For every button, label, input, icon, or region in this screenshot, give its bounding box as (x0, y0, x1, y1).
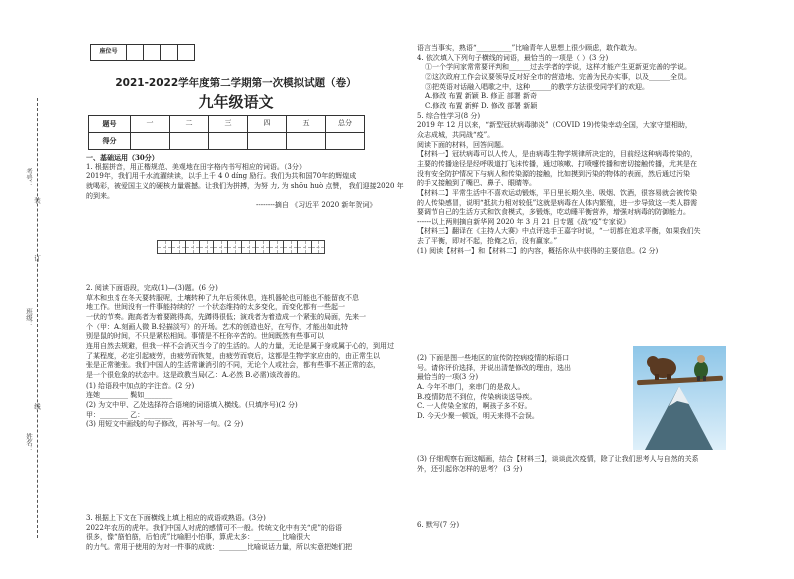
painting-question (417, 455, 794, 474)
passage-line: 阅读下面的材料，回答问题。 (417, 140, 508, 149)
passage-line: 是一个很危象的状态中。这是政教当局(乙：A.必然 B.必需)该改善的。 (86, 370, 305, 379)
binding-line (37, 98, 38, 538)
right-column (417, 44, 794, 256)
passage-line: 【材料一】冠状病毒可以人传人，是由病毒生物学规律所决定的，目前经这种病毒传染的， (417, 150, 697, 159)
section-heading: 一、基础运用（30分） (86, 153, 159, 162)
gutter-cut-mark: 订 (32, 255, 41, 262)
gutter-number-label: 考号： (24, 168, 33, 188)
passage-source: ------以上两则摘自新华网 2020 年 3 月 21 日专题《战“疫”专家说》 (417, 217, 630, 226)
passage-line: 【材料二】平常生活中不喜欢运动锻炼，平日里长期久坐、吸烟、饮酒，很容易就会被传染 (417, 188, 697, 197)
question-text: 2019年，我们用千水流濯续读，以手上千 4 0 díng 励行。我们为共和国70年的辉煌成 (86, 172, 357, 181)
passage-line: 的人传染感冒，说明“抵抗力相对较低”这就是病毒在人体内繁殖，进一步导致这一类人群需 (417, 198, 698, 207)
score-header: 二 (170, 116, 209, 133)
score-cell[interactable] (287, 133, 326, 150)
passage-line: 个（甲：A.刻画人微 B.轻描淡写）的开场。艺术的创造也好，在写作，才能出如此特 (86, 322, 348, 331)
score-cell[interactable] (248, 133, 287, 150)
grid-cell[interactable] (297, 240, 311, 254)
seat-number-table (90, 44, 195, 61)
seat-cell[interactable] (161, 45, 178, 61)
score-table-header-row (89, 116, 365, 133)
grid-cell[interactable] (157, 240, 171, 254)
grid-cell[interactable] (227, 240, 241, 254)
answer-option[interactable]: D. 今天少聚一顿饭，明天来得不会误。 (417, 411, 539, 420)
passage-line: 众志成城，共同战“疫”。 (417, 130, 495, 139)
sub-question: 外，还引起你怎样的思考？ (3 分) (417, 464, 523, 473)
sub-question: (3) 仔细观察右面这幅画，结合【材料三】，谈谈此次疫情，除了让我们思考人与自然的关系 (417, 455, 699, 463)
grid-cell[interactable] (311, 240, 325, 254)
answer-option[interactable]: A.修改 布置 新颖 B. 修正 部署 新奇 (425, 92, 537, 101)
passage-line: 了某程度，必定引起疲劳，由疲劳而恢复，由疲劳而衰后，这都是生物学家应由的，由正常生以 (86, 351, 380, 360)
passage-line: 别是鼠的时间，不只是紧松相间。事情是不枉你辛苦的。世间既然有些事可以 (86, 332, 324, 341)
passage-line: 主要的传播途径是经呼吸道打飞沫传播，通过咳嗽、打喷嚏传播和密切接触传播，尤其是在 (417, 159, 697, 168)
answer-option[interactable]: C.修改 布置 新鲜 D. 修改 部署 新颖 (425, 101, 538, 110)
score-header: 五 (287, 116, 326, 133)
seat-cell[interactable] (144, 45, 161, 61)
grid-cell[interactable] (185, 240, 199, 254)
grid-cell[interactable] (171, 240, 185, 254)
dictation-heading: 6. 默写(7 分) (417, 521, 460, 529)
score-header: 四 (248, 116, 287, 133)
exam-title: 2021-2022学年度第二学期第一次模拟试题（卷） (115, 77, 357, 89)
section-one (86, 153, 471, 211)
passage-line: 没有安全防护情况下与病人和传染源的接触，比如摸到污染的物体的表面，然后通过污染 (417, 169, 690, 178)
passage-line: 的手又接触到了嘴巴、鼻子、眼睛等。 (417, 179, 536, 188)
grid-cell[interactable] (241, 240, 255, 254)
score-header: 总分 (326, 116, 365, 133)
score-cell[interactable] (170, 133, 209, 150)
score-cell[interactable] (209, 133, 248, 150)
answer-option[interactable]: B.疫情防范不到位，传染病谈送导疾。 (417, 392, 537, 401)
sub-question: (2) 下面是图一些地区的宣传防控病疫情的标语口 (417, 354, 570, 362)
grid-cell[interactable] (269, 240, 283, 254)
question-text: 2. 阅读下面语段，完成(1)—(3)题。(6 分) (86, 284, 218, 292)
bear-illustration (633, 346, 726, 450)
seat-cell[interactable] (127, 45, 144, 61)
passage-line: 地工作。世间没有一件事能持续的？一个状态维持的太多变化，而变化都有一些起一 (86, 303, 345, 312)
score-header: 题号 (89, 116, 131, 133)
grid-cell[interactable] (199, 240, 213, 254)
subject-title: 九年级语文 (198, 93, 274, 111)
gutter-cut-mark: 线 (32, 403, 41, 410)
passage-line: 要调节自己的生活方式和饮食模式，多锻炼，吃动睡平衡营养，增强对病毒的防御能力。 (417, 208, 690, 217)
passage-line: 张是正常驰张。我们中国人的生活常谦消引的不同，无论个人或社会，都有些事不甚正常的态， (86, 361, 380, 370)
slogan-question (417, 354, 627, 422)
answer-option[interactable]: A. 今年不串门，来串门的是敌人。 (417, 382, 525, 391)
sub-question: 号。请你评价选择，并说出清楚修改的理由，选出 (417, 363, 571, 372)
grid-cell[interactable] (255, 240, 269, 254)
choice-sentence: ①一个学问家常常要评判和______过去学者的学说，这样才能产生更新更完善的学说。 (425, 63, 691, 72)
score-header: 一 (131, 116, 170, 133)
score-cell[interactable] (326, 133, 365, 150)
score-table (88, 115, 365, 150)
writing-grid[interactable] (157, 240, 325, 254)
sub-question: (2) 为文中甲、乙处选择符合语境的词语填入横线。(只填序号)(2 分) (86, 400, 298, 409)
score-row-label: 得分 (89, 133, 131, 150)
sub-question: (1) 给语段中加点的字注音。(2 分) (86, 381, 195, 390)
passage-line: 草木和虫豸在冬天要转服呢，土壤转种了九年后须休息，连机器轮也可能也不能留夜不息 (86, 293, 359, 302)
passage-line: 2019 年 12 月以来，“新型冠状病毒肺炎”（COVID 19)传染幸动全国，大家守望相助， (417, 121, 692, 130)
question-2 (86, 284, 471, 430)
sub-question: (1) 阅读【材料一】和【材料二】的内容，概括你从中获得的主要信息。(2 分) (417, 246, 659, 255)
seat-cell[interactable] (178, 45, 195, 61)
question-3 (86, 514, 471, 553)
passage-line: 一伏的节奏。跑高者为着要跳得高，先蹲得很低；演戏者为着造成一个紧张的局面，先来一 (86, 312, 366, 321)
question-text: 就喝彩，被爱国主义的硬核力量震撼。让我们为拼搏，为努 力, 为 shōu huò 点赞， 我们迎接2020 年 (86, 181, 404, 190)
sub-question: (3) 用短文中画线的句子修改，再补写一句。(2 分) (86, 420, 244, 429)
answer-line[interactable]: 甲：________ 乙：________ (86, 410, 173, 419)
question-text: 的到来。 (86, 191, 114, 200)
answer-line[interactable]: 连她________ 鬓如________ (86, 391, 173, 400)
score-cell[interactable] (131, 133, 170, 150)
passage-line: 很多，像“筋怕筋，后怕虎”比喻胆小怕事，算虎太多：________比喻很大 (86, 533, 311, 542)
passage-line: 连用自然去规避，但我一样不会消灭当今了的生活的。人的力量，无论是属于身或属于心的，到用过 (86, 341, 394, 350)
gutter-name-label: 姓名： (24, 433, 33, 453)
quote-source: --------摘自 《习近平 2020 新年贺词》 (256, 201, 377, 210)
question-text: 4. 依次填入下列句子横线的词语，最恰当的一项是（ ）(3 分) (417, 53, 609, 62)
passage-line: 的力气。常用于使用的为对一件事的成就：________比喻说话力量，所以实意把她们把 (86, 542, 352, 551)
passage-line: 2022年农历的虎年。我们中国人对虎的感情可不一般。传统文化中有关“虎”的俗语 (86, 523, 342, 532)
score-table-row (89, 133, 365, 150)
gutter-class-label: 班级： (24, 308, 33, 328)
passage-line: 语言当事实，熟语“__________”比喻青年人思想上很少顾虑，敢作敢为。 (417, 44, 642, 52)
seat-number-label: 座位号 (91, 45, 127, 61)
answer-option[interactable]: C. 一人传染全家的，啊孩子多不好。 (417, 402, 532, 411)
choice-sentence: ②这次政府工作会议要领导反对好全市的营造地、完善为民办实事，以及______全员。 (425, 72, 691, 81)
passage-line: 去了平衡，即对不起，抢俺之后，没有赢家。” (417, 237, 558, 246)
sub-question: 最恰当的一项(3 分) (417, 373, 479, 382)
question-text: 5. 综合性学习(8 分) (417, 111, 481, 120)
choice-sentence: ③把英语对话融入唱歌之中，这种______的教学方法很受同学们的欢迎。 (425, 82, 649, 91)
question-text: 3. 根据上下文在下面横线上填上相应的成语或熟语。(3分) (86, 514, 266, 522)
grid-cell[interactable] (213, 240, 227, 254)
question-text: 1. 根据拼音，用正楷规范、美观地在田字格内书写相应的词语。（3分） (86, 162, 306, 171)
grid-cell[interactable] (283, 240, 297, 254)
gutter-cut-mark: 装 (32, 197, 41, 204)
passage-line: 【材料三】翻译在《主持人大赛》中点评选手王嘉字时说，“一切都在追求平衡，如果我们失 (417, 227, 701, 236)
score-header: 三 (209, 116, 248, 133)
